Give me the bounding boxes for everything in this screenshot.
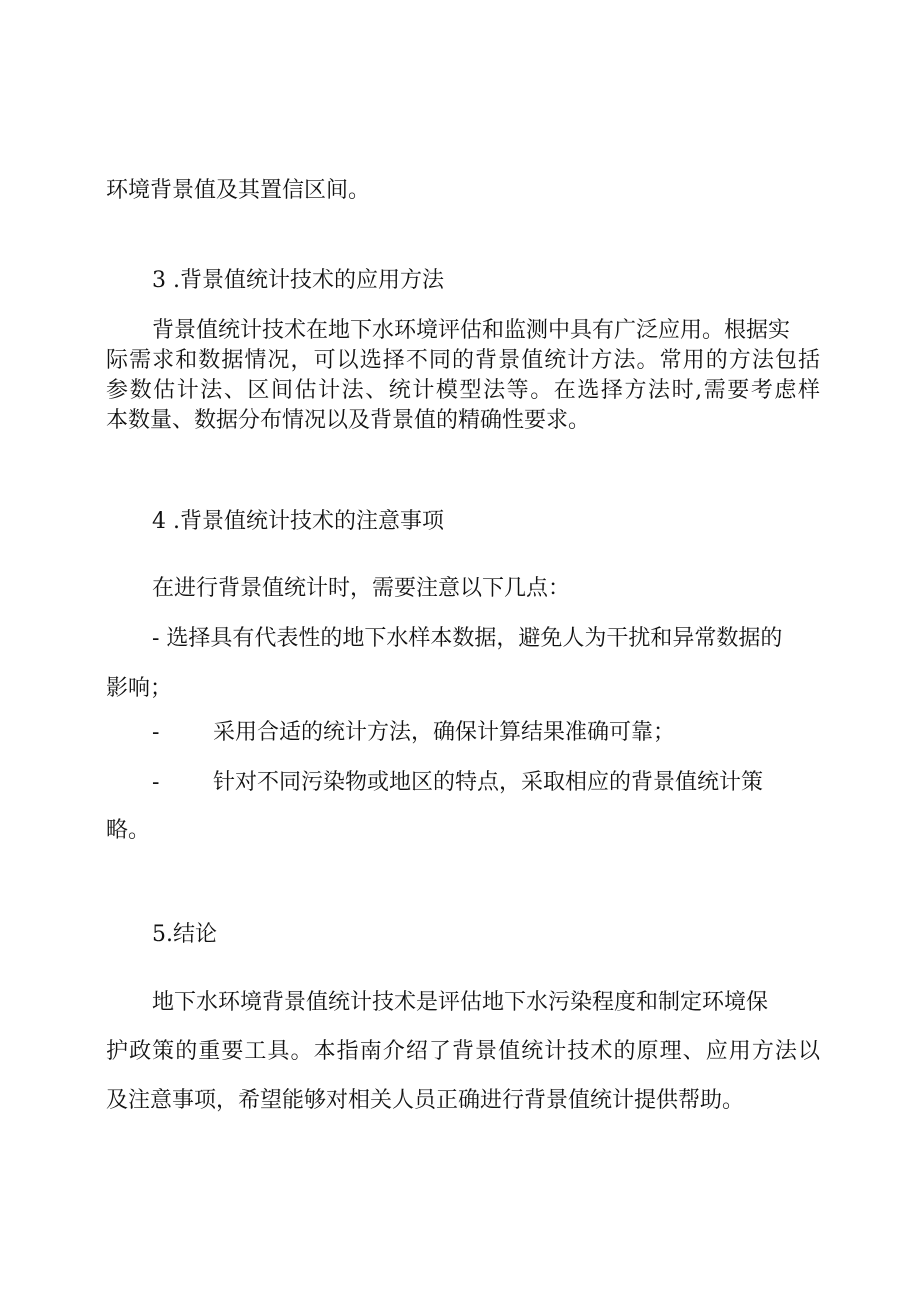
paragraph-3-line-3: 参数估计法、区间估计法、统计模型法等。在选择方法时,需要考虑样 — [106, 378, 820, 403]
bullet-3-dash: - — [152, 770, 160, 795]
paragraph-3-line-1: 背景值统计技术在地下水环境评估和监测中具有广泛应用。根据实 — [152, 318, 791, 343]
bullet-2-text: 采用合适的统计方法，确保计算结果准确可靠； — [213, 720, 676, 745]
section-heading-5: 5.结论 — [152, 922, 217, 947]
paragraph-5-line-1: 地下水环境背景值统计技术是评估地下水污染程度和制定环境保 — [152, 990, 769, 1015]
bullet-3-text: 针对不同污染物或地区的特点，采取相应的背景值统计策 — [213, 770, 764, 795]
bullet-1-line-1: - 选择具有代表性的地下水样本数据，避免人为干扰和异常数据的 — [152, 626, 783, 651]
paragraph-4-intro: 在进行背景值统计时，需要注意以下几点： — [152, 576, 571, 601]
section-heading-3: 3 .背景值统计技术的应用方法 — [152, 268, 444, 293]
paragraph-5-line-3: 及注意事项，希望能够对相关人员正确进行背景值统计提供帮助。 — [106, 1088, 745, 1113]
section-heading-4: 4 .背景值统计技术的注意事项 — [152, 509, 444, 534]
paragraph-5-line-2: 护政策的重要工具。本指南介绍了背景值统计技术的原理、应用方法以 — [106, 1039, 820, 1064]
bullet-3-line-2: 略。 — [106, 818, 151, 843]
continuation-line: 环境背景值及其置信区间。 — [106, 178, 371, 203]
bullet-2-dash: - — [152, 720, 160, 745]
bullet-1-line-2: 影响； — [106, 676, 173, 701]
paragraph-3-line-4: 本数量、数据分布情况以及背景值的精确性要求。 — [106, 408, 591, 433]
paragraph-3-line-2: 际需求和数据情况，可以选择不同的背景值统计方法。常用的方法包括 — [106, 348, 820, 373]
